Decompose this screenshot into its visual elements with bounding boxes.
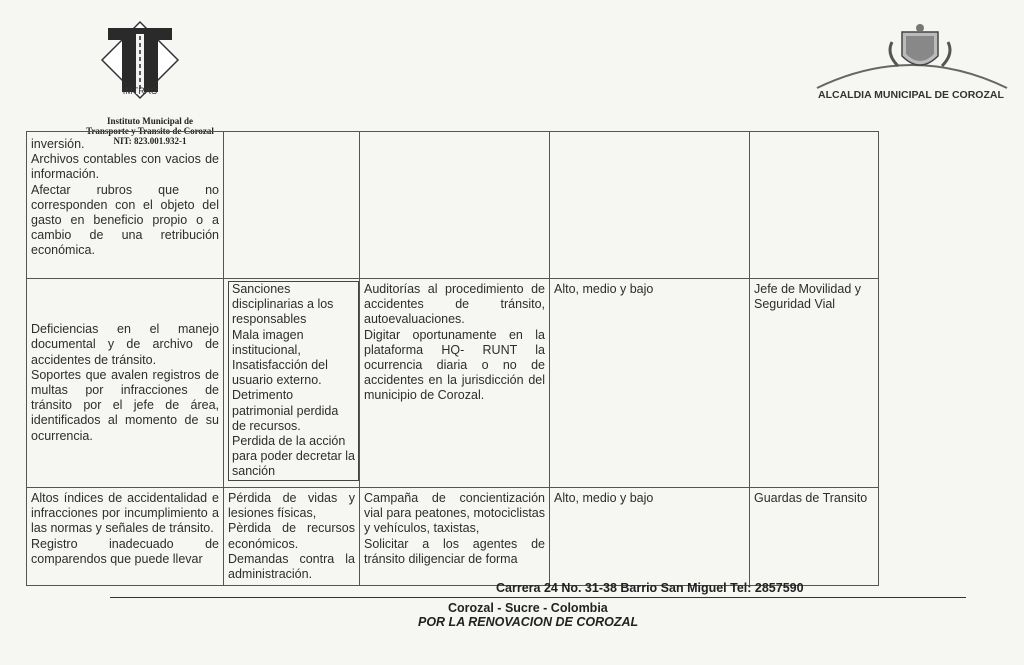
cell-responsible: Jefe de Movilidad y Seguridad Vial (750, 279, 879, 488)
cell-control (360, 132, 550, 279)
cell-text: Detrimento patrimonial perdida de recursos. (232, 388, 339, 433)
footer-address: Carrera 24 No. 31-38 Barrio San Miguel Tel: 2857590 (496, 581, 804, 595)
cell-text: Perdida de la acción para poder decretar la sanción (232, 434, 355, 479)
cell-text: Solicitar a los agentes de tránsito diligenciar de forma (364, 536, 545, 566)
cell-consequence (224, 132, 360, 279)
alcaldia-title: ALCALDIA MUNICIPAL DE COROZAL (818, 89, 1004, 101)
cell-text: Altos índices de accidentalidad e infracciones por incumplimiento a las normas y señales de tránsito. (31, 491, 219, 536)
cell-level: Alto, medio y bajo (550, 279, 750, 488)
cell-text: Sanciones disciplinarias a los responsables (232, 282, 334, 327)
cell-text: Afectar rubros que no corresponden con el objeto del gasto en beneficio propio o a cambio de una retribución económica. (31, 182, 219, 258)
consequence-box (228, 281, 359, 481)
cell-control (360, 488, 550, 586)
table-row (27, 488, 879, 586)
cell-text: Deficiencias en el manejo documental y de archivo de accidentes de tránsito. (31, 322, 219, 367)
cell-level (550, 132, 750, 279)
institute-nit: NIT: 823.001.932-1 (113, 136, 187, 146)
cell-text: Mala imagen institucional, (232, 327, 304, 357)
cell-text: Archivos contables con vacios de información. (31, 152, 219, 182)
coat-of-arms-icon (880, 22, 960, 82)
table-row (27, 132, 879, 279)
cell-text: inversión. (31, 137, 85, 151)
cell-text: Soportes que avalen registros de multas por infracciones de tránsito por el jefe de área, identificados al momento de su ocurrencia. (31, 367, 219, 443)
cell-text: Campaña de concientización vial para peatones, motociclistas y vehículos, taxistas, (364, 491, 545, 536)
cell-text: Registro inadecuado de comparendos que puede llevar (31, 536, 219, 566)
cell-risk (27, 488, 224, 586)
cell-text: Pèrdida de recursos económicos. (228, 521, 355, 551)
table-row (27, 279, 879, 488)
footer-divider (110, 597, 966, 598)
footer-city: Corozal - Sucre - Colombia (448, 601, 608, 615)
imtrac-logo (100, 20, 180, 100)
cell-responsible: Guardas de Transito (750, 488, 879, 586)
cell-control (360, 279, 550, 488)
cell-level: Alto, medio y bajo (550, 488, 750, 586)
institute-name-2: Transporte y Transito de Corozal (86, 126, 214, 136)
cell-text: Insatisfacción del usuario externo. (232, 358, 328, 388)
logo-label: IMTRAC (122, 86, 158, 96)
cell-consequence (224, 488, 360, 586)
cell-responsible (750, 132, 879, 279)
cell-text: Auditorías al procedimiento de accidentes de tránsito, autoevaluaciones. (364, 282, 545, 327)
institute-name-1: Instituto Municipal de (106, 116, 193, 126)
cell-consequence (224, 279, 360, 488)
cell-text: Demandas contra la administración. (228, 551, 355, 582)
cell-text: Digitar oportunamente en la plataforma HQ- RUNT la ocurrencia diaria o no de accidentes en la jurisdicción del municipio de Corozal. (364, 327, 545, 403)
risk-table (26, 131, 879, 586)
footer-slogan: POR LA RENOVACION DE COROZAL (418, 615, 639, 629)
cell-risk (27, 279, 224, 488)
cell-risk (27, 132, 224, 279)
cell-text: Pérdida de vidas y lesiones físicas, (228, 491, 355, 521)
